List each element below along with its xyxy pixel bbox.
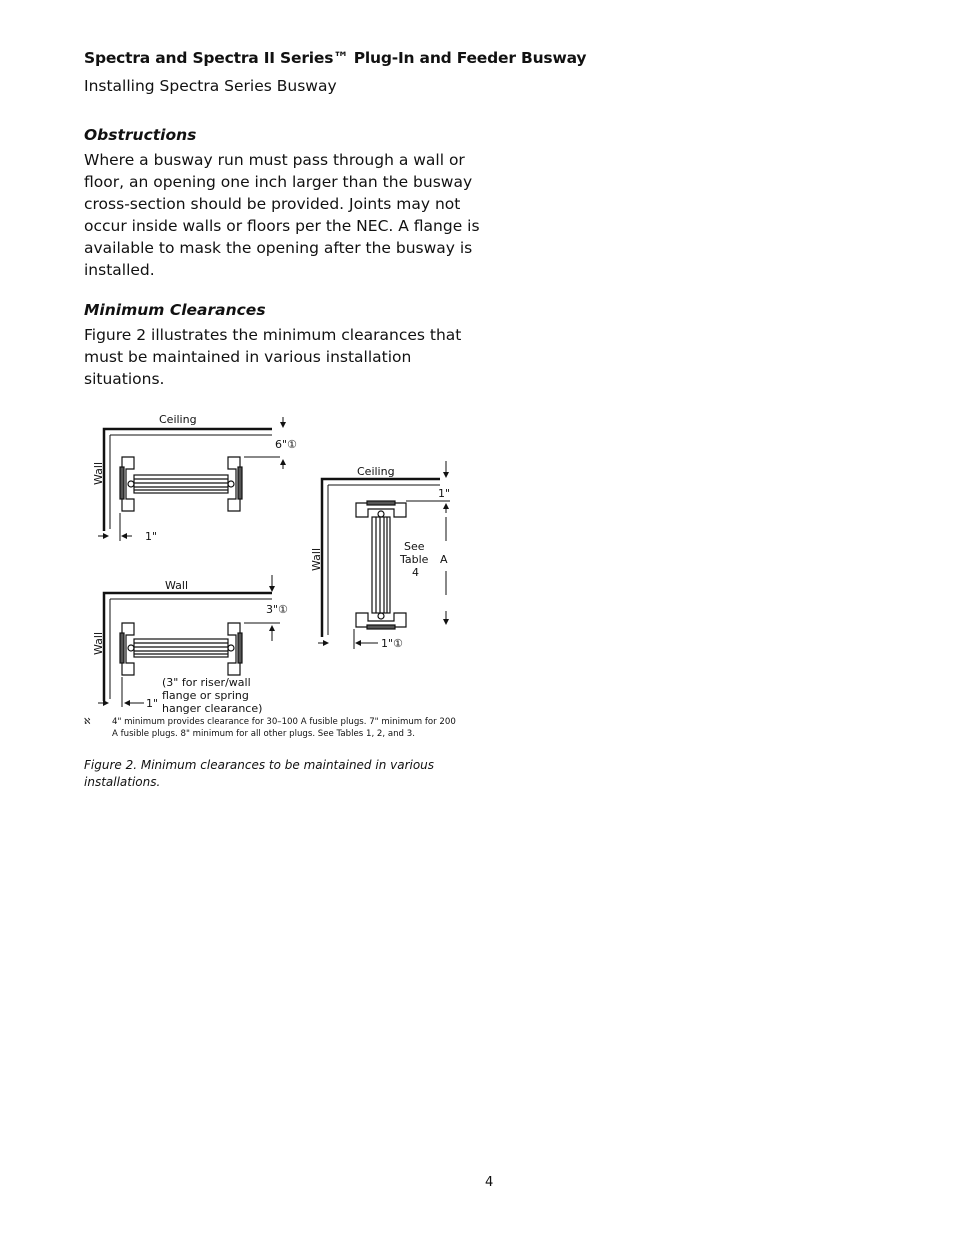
side-clearance-label: 1" <box>146 697 159 710</box>
page-number: 4 <box>485 1175 494 1190</box>
top-clearance-label: 1" <box>438 487 451 500</box>
clearance-note: hanger clearance) <box>162 702 263 715</box>
ceiling-wall-corner <box>104 429 272 531</box>
caption-line: Figure 2. Minimum clearances to be maintained in various <box>84 758 435 772</box>
detail-wall-wall <box>92 575 288 715</box>
see-table-label: See <box>404 540 425 553</box>
caption-line: installations. <box>84 775 161 789</box>
dimension-label: A <box>440 553 448 566</box>
detail-vertical-busway <box>310 461 450 650</box>
footnote-mark: ℵ <box>84 717 91 727</box>
top-clearance-label: 3"① <box>266 603 288 616</box>
footnote-line: A fusible plugs. 8" minimum for all other plugs. See Tables 1, 2, and 3. <box>112 729 415 739</box>
wall-label: Wall <box>92 461 105 485</box>
document-title: Spectra and Spectra II Series™ Plug-In and Feeder Busway <box>84 49 587 67</box>
footnote-line: 4" minimum provides clearance for 30–100 A fusible plugs. 7" minimum for 200 <box>112 717 456 727</box>
side-clearance-label: 1"① <box>381 637 403 650</box>
side-clearance-label: 1" <box>145 530 158 543</box>
obstructions-paragraph <box>84 149 494 281</box>
detail-ceiling-wall <box>92 413 297 543</box>
see-table-label: Table <box>400 553 429 566</box>
see-table-label: 4 <box>412 566 419 579</box>
paragraph-line: floor, an opening one inch larger than the busway <box>84 173 473 191</box>
top-clearance-label: 6"① <box>275 438 297 451</box>
wall-label: Wall <box>92 631 105 655</box>
ceiling-label: Ceiling <box>357 465 395 478</box>
obstructions-heading: Obstructions <box>84 126 197 144</box>
clearance-note: (3" for riser/wall <box>162 676 251 689</box>
wall-label: Wall <box>310 547 323 571</box>
paragraph-line: Where a busway run must pass through a wall or <box>84 151 465 169</box>
clearance-note: flange or spring <box>162 689 249 702</box>
minimum-clearances-heading: Minimum Clearances <box>84 301 266 319</box>
paragraph-line: available to mask the opening after the busway is <box>84 239 473 257</box>
document-subtitle: Installing Spectra Series Busway <box>84 77 337 95</box>
paragraph-line: must be maintained in various installation <box>84 348 412 366</box>
figure-caption <box>84 757 484 791</box>
clearances-paragraph <box>84 324 494 390</box>
paragraph-line: situations. <box>84 370 165 388</box>
paragraph-line: cross-section should be provided. Joints may not <box>84 195 461 213</box>
paragraph-line: installed. <box>84 261 155 279</box>
paragraph-line: occur inside walls or floors per the NEC. A flange is <box>84 217 480 235</box>
busway-horizontal <box>120 457 242 511</box>
paragraph-line: Figure 2 illustrates the minimum clearances that <box>84 326 462 344</box>
clearance-diagram <box>84 405 504 720</box>
wall-label: Wall <box>165 579 189 592</box>
ceiling-label: Ceiling <box>159 413 197 426</box>
busway-vertical <box>356 501 406 629</box>
busway-horizontal <box>120 623 242 675</box>
clearance-figure <box>84 405 504 720</box>
